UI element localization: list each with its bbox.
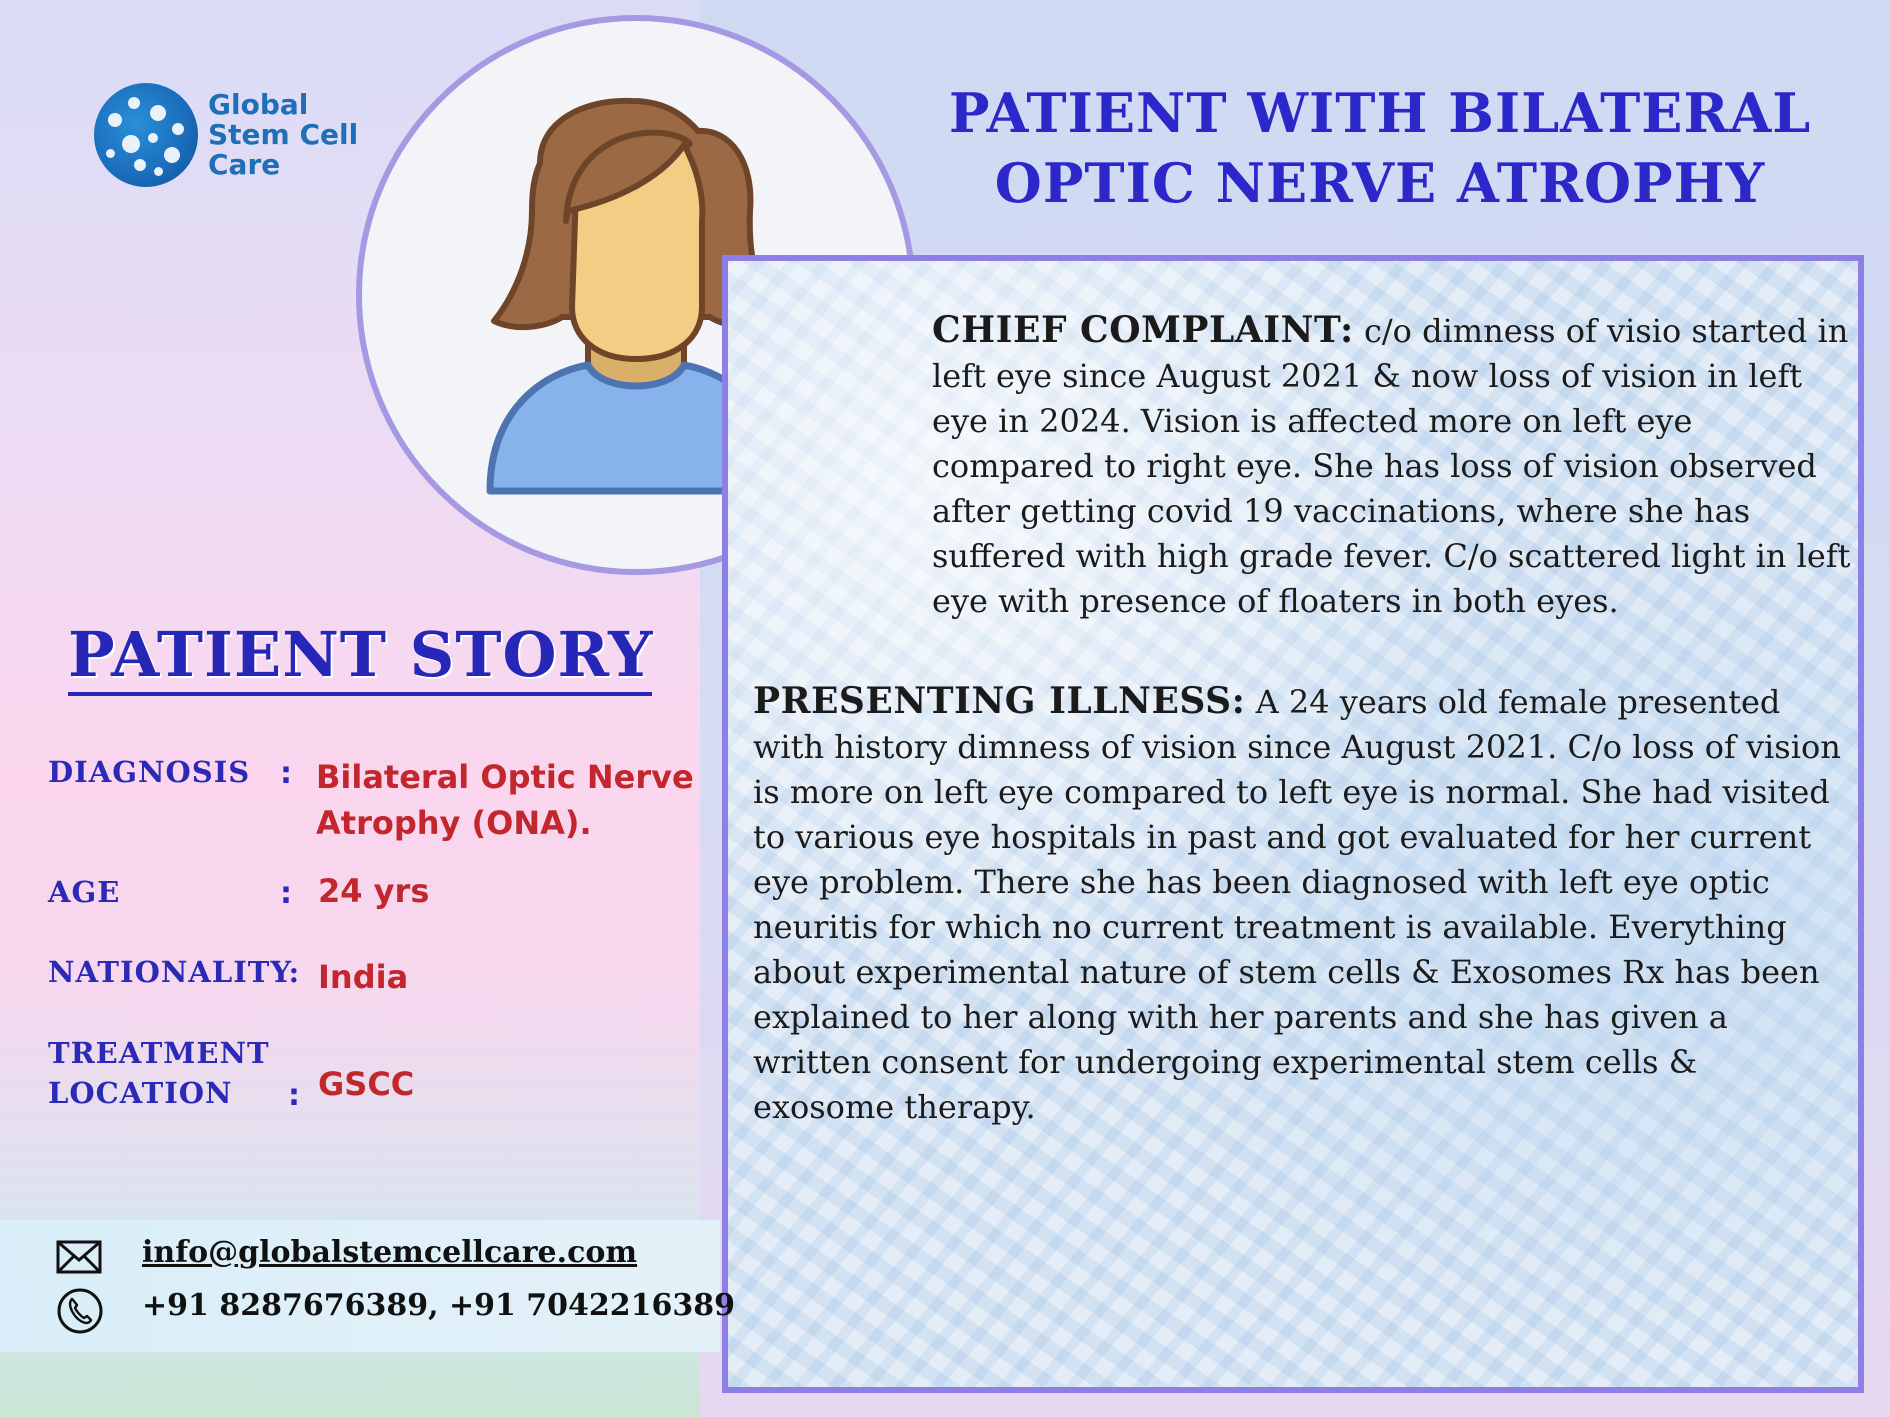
- brand-line-2: Stem Cell: [208, 118, 359, 151]
- diagnosis-value: [316, 754, 694, 846]
- age-label: AGE: [48, 875, 121, 909]
- treatment-label-line-2: LOCATION: [48, 1076, 233, 1110]
- brand-line-1: Global: [208, 88, 309, 121]
- brand-name: [208, 90, 358, 180]
- title-line-1: PATIENT WITH BILATERAL: [948, 81, 1812, 145]
- nationality-label: NATIONALITY:: [48, 955, 301, 989]
- phone-icon: [56, 1287, 104, 1335]
- age-colon: :: [280, 876, 292, 911]
- chief-complaint: [932, 308, 1852, 624]
- treatment-colon: :: [288, 1078, 300, 1113]
- age-value: 24 yrs: [318, 872, 430, 910]
- page-title: [920, 78, 1840, 218]
- brand-line-3: Care: [208, 148, 281, 181]
- presenting-illness: [753, 679, 1848, 1130]
- treatment-value: GSCC: [318, 1065, 415, 1103]
- heading-underline: [68, 692, 652, 696]
- diagnosis-colon: :: [280, 756, 292, 791]
- nationality-value: India: [318, 958, 409, 996]
- chief-complaint-heading: CHIEF COMPLAINT:: [932, 309, 1354, 351]
- treatment-label-line-1: TREATMENT: [48, 1036, 270, 1070]
- chief-complaint-text: c/o dimness of visio started in left eye since August 2021 & now loss of vision in left eye in 2024. Vision is affected more on left eye compared to right eye. She has loss of vision observed after getting covid 19 vaccinations, where she has suffered with high grade fever. C/o scattered light in left eye with presence of floaters in both eyes.: [932, 312, 1851, 620]
- diagnosis-value-line-1: Bilateral Optic Nerve: [316, 758, 694, 796]
- email-link[interactable]: info@globalstemcellcare.com: [142, 1235, 638, 1270]
- phone-numbers: +91 8287676389, +91 7042216389: [142, 1288, 736, 1323]
- envelope-icon: [56, 1240, 102, 1274]
- brand-logo: [94, 83, 358, 187]
- diagnosis-label: DIAGNOSIS: [48, 755, 251, 789]
- presenting-illness-text: A 24 years old female presented with history dimness of vision since August 2021. C/o loss of vision is more on left eye compared to left eye is normal. She had visited to various eye hospitals in past and got evaluated for her current eye problem. There she has been diagnosed with left eye optic neuritis for which no current treatment is available. Everything about experimental nature of stem cells & Exosomes Rx has been explained to her along with her parents and she has given a written consent for undergoing experimental stem cells & exosome therapy.: [753, 683, 1841, 1126]
- logo-icon: [94, 83, 198, 187]
- patient-story-heading: PATIENT STORY: [68, 618, 654, 691]
- treatment-label: [48, 1033, 270, 1113]
- diagnosis-value-line-2: Atrophy (ONA).: [316, 804, 592, 842]
- title-line-2: OPTIC NERVE ATROPHY: [994, 151, 1766, 215]
- presenting-illness-heading: PRESENTING ILLNESS:: [753, 680, 1246, 722]
